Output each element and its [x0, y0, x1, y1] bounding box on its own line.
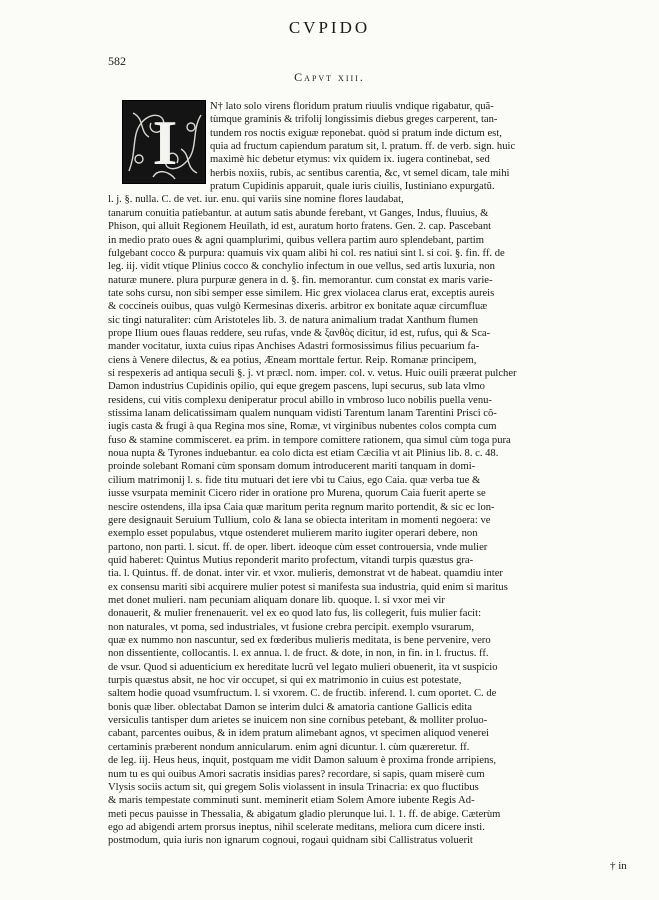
- text-line: versiculis tantisper dum arietes se inuicem non sine cornibus petebant, & molliter proluo-: [108, 715, 488, 726]
- text-line: N† lato solo virens floridum pratum riuulis vndique rigabatur, quã-: [210, 101, 494, 112]
- text-line: Phison, qui alluit Regionem Heuilath, id est, auratum horto fratens. Gen. 2. cap. Pascebant: [108, 221, 492, 232]
- text-line: fuso & stamine commisceret. ea prim. in tempore comittere rationem, qua simul cùm toga pura: [108, 435, 511, 446]
- ornamental-initial-icon: [122, 100, 206, 184]
- text-line: tia. l. Quintus. ff. de donat. inter vir. et vxor. mulieris, demonstrat vt de habeat. quamdiu inter: [108, 568, 503, 579]
- text-line: prope Ilium oues flauas reddere, seu rufas, vnde & ξανθὸς dicitur, id est, rufus, qui & Sca-: [108, 328, 491, 339]
- text-line: pratum Cupidinis apparuit, quale iuris ciuilis, Iustiniano expurgatũ.: [210, 181, 495, 192]
- text-line: meti pecus pauisse in Thessalia, & abigatum gladio plerunque lui. l. 1. ff. de abige. Cæterùm: [108, 809, 501, 820]
- initial-letter: I: [152, 107, 178, 178]
- text-line: fulgebant cocco & purpura: quamuis vix quam alibi hi col. res natiui sint l. si coi. §. fin. ff. de: [108, 248, 505, 259]
- text-line: exemplo esset populabus, vtque ostenderet mulierem marito iugiter operari debere, non: [108, 528, 478, 539]
- text-line: maximè hic debetur etymus: vix quidem ix. iugera continebat, sed: [210, 154, 490, 165]
- text-line: met donet mulieri. nam pecuniam aliquam donare lib. quoque. l. si vxor mei vir: [108, 595, 445, 606]
- text-line: non dissentiente, collocantis. l. ex annua. l. de fruct. & dote, in non, in fin. in l. fructus. ff.: [108, 648, 489, 659]
- text-line: proinde solebant Romani cùm sponsam domum introducerent mariti tanquam in domi-: [108, 461, 476, 472]
- text-line: certaminis præberent nondum annicularum. enim agni dicuntur. l. cùm quæreretur. ff.: [108, 742, 470, 753]
- text-line: residens, cui vitis complexu deniperatur procul abillo in vmbroso luco nobilis puella venu-: [108, 395, 492, 406]
- catchword: † in: [610, 860, 627, 872]
- text-line: donauerit, & mulier frenenauerit. vel ex eo quod lato fus, lis collegerit, fuis mulier facit:: [108, 608, 482, 619]
- text-line: quia ad fructum capiendum paratum sit, l. pratum. ff. de verb. sign. huic: [210, 141, 516, 152]
- text-line: noua nupta & Tyrones induebantur. ea colo dicta est etiam Cæcilia vt ait Plinius lib. 8. c. 48.: [108, 448, 499, 459]
- text-line: cilium matrimonij l. s. fide titu mutuari det iere vbi tu Caius, ego Caia. quæ verba tue &: [108, 475, 481, 486]
- text-line: saltem hodie quoad vsumfructum. l. si vxorem. C. de fructib. inferend. l. cum oportet. C. de: [108, 688, 497, 699]
- text-line: tanarum conuitia patiebantur. at autum satis abunde ferebant, vt Ganges, Indus, fluuius, &: [108, 208, 489, 219]
- text-line: in medio prato oues & agni quamplurimi, quibus vellera partim auro splendebant, partim: [108, 235, 484, 246]
- text-line: mander vocitatur, iuxta cuius ripas Anchises Adastri formosissimus filius pecuarium fa-: [108, 341, 480, 352]
- text-line: stissima lanam delicatissimam qualem nunquam vidisti Tarentum lanam Tarentini Prisci cõ-: [108, 408, 497, 419]
- text-line: gere designauit Seruium Tullium, colo & lana se obiecta interitam in momenti negoera: ve: [108, 515, 491, 526]
- text-line: de vsur. Quod si aduenticium ex hereditate lucrũ vel legato mulieri obuenerit, ita vt suspicio: [108, 662, 498, 673]
- text-line: Vlysis sociis actum sit, qui gregem Solis violassent in insula Trinacria: ex quo fluctibus: [108, 782, 479, 793]
- text-line: non naturales, vt poma, sed industriales, vt fusione crebra percipit. exemplo vsurarum,: [108, 622, 474, 633]
- text-line: ex consensu mariti sibi acquirere mulier potest si manifesta sua industria, quid enim si maritus: [108, 582, 508, 593]
- text-line: Damon industrius Cupidinis opilio, qui eque gregem pascens, lupi securus, sub lata vlmo: [108, 381, 485, 392]
- text-line: ego ad abigendi artem prorsus ineptus, nihil scelerate meditans, meliora cum dicere insti.: [108, 822, 485, 833]
- text-line: turpis quæstus absit, ne hoc vir occupet, si qui ex matrimonio in cuius est potestate,: [108, 675, 462, 686]
- text-line: & coccineis ouibus, quas vulgò Kermesinas dixeris. arbitror ex bonitate aquæ circumfluæ: [108, 301, 488, 312]
- text-line: postmodum, quia iuris non ignarum cognoui, rogaui quidnam sibi Callistratus voluerit: [108, 835, 473, 846]
- text-line: l. j. §. nulla. C. de vet. iur. enu. qui variis sine nomine flores laudabat,: [108, 194, 404, 205]
- text-line: tùmque graminis & trifolij longissimis diebus greges carperent, tan-: [210, 114, 498, 125]
- text-line: & maris tempestate comminuti sunt. meminerit etiam Solem Amore iubente Regis Ad-: [108, 795, 475, 806]
- text-line: bonis quæ liber. oblectabat Damon se interim dulci & amatoria cantione Gallicis edita: [108, 702, 472, 713]
- text-line: naturæ munere. plura purpuræ genera in d. §. fin. memorantur. cum constat ex maris varie-: [108, 275, 493, 286]
- text-line: tate sohs cursu, non sibi semper esse similem. Hic grex violacea clarus erat, exceptis aureis: [108, 288, 495, 299]
- text-line: de leg. iij. Heus heus, inquit, postquam me vidit Damon saluum è proxima fronde arripiens,: [108, 755, 497, 766]
- text-line: partono, non parti. l. sicut. ff. de oper. libert. ideoque cùm esset controuersia, vnde mulier: [108, 542, 488, 553]
- text-line: cabant, parcentes ouibus, & in idem pratum alimebant agnos, vt specimen aliquod venerei: [108, 728, 489, 739]
- text-line: si respexeris ad antiqua seculi §. j. vt præcl. nom. imper. col. v. vetus. Huic ouili præerat pulcher: [108, 368, 517, 379]
- text-line: leg. iij. vidit vtique Plinius cocco & conchylio infectum in oue vellus, sed artis luxuria, non: [108, 261, 495, 272]
- text-line: iugis casta & frugi à qua Regina mos sine, Romæ, vt virginibus nubentes colos compta cum: [108, 421, 497, 432]
- text-line: sic tingi naturaliter: cùm Aristoteles lib. 3. de natura animalium tradat Xanthum flumen: [108, 315, 479, 326]
- text-line: quæ ex nummo non nascuntur, sed ex fœderibus mulieris meditata, is bene pervenire, vero: [108, 635, 491, 646]
- text-line: iusse vsurpata meminit Cicero rider in oratione pro Murena, quorum Caia fuerit aperte se: [108, 488, 486, 499]
- running-head: CVPIDO: [288, 18, 371, 37]
- text-line: herbis noxiis, rubis, ac sentibus carentia, &c, vt semel dicam, tale mihi: [210, 168, 510, 179]
- text-line: tundem ros noctis exiguæ reponebat. quòd si pratum inde dictum est,: [210, 128, 502, 139]
- chapter-title: Capvt xiii.: [294, 70, 365, 84]
- page-number: 582: [108, 54, 126, 68]
- text-line: quid haberet: Quintus Mutius reponderit marito profectum, vitandi turpis quæstus gra-: [108, 555, 474, 566]
- text-line: nescire ostendens, illa ipsa Caia quæ maritum perita regnum marito portendit, & sic ec lon-: [108, 502, 495, 513]
- text-line: ciens à Venere dilectus, & ea potius, Æneam morttale fertur. Reip. Romanæ principem,: [108, 355, 477, 366]
- text-line: num tu es qui ouibus Amori sacratis insidias pares? recordare, si sapis, quam miserè cum: [108, 769, 485, 780]
